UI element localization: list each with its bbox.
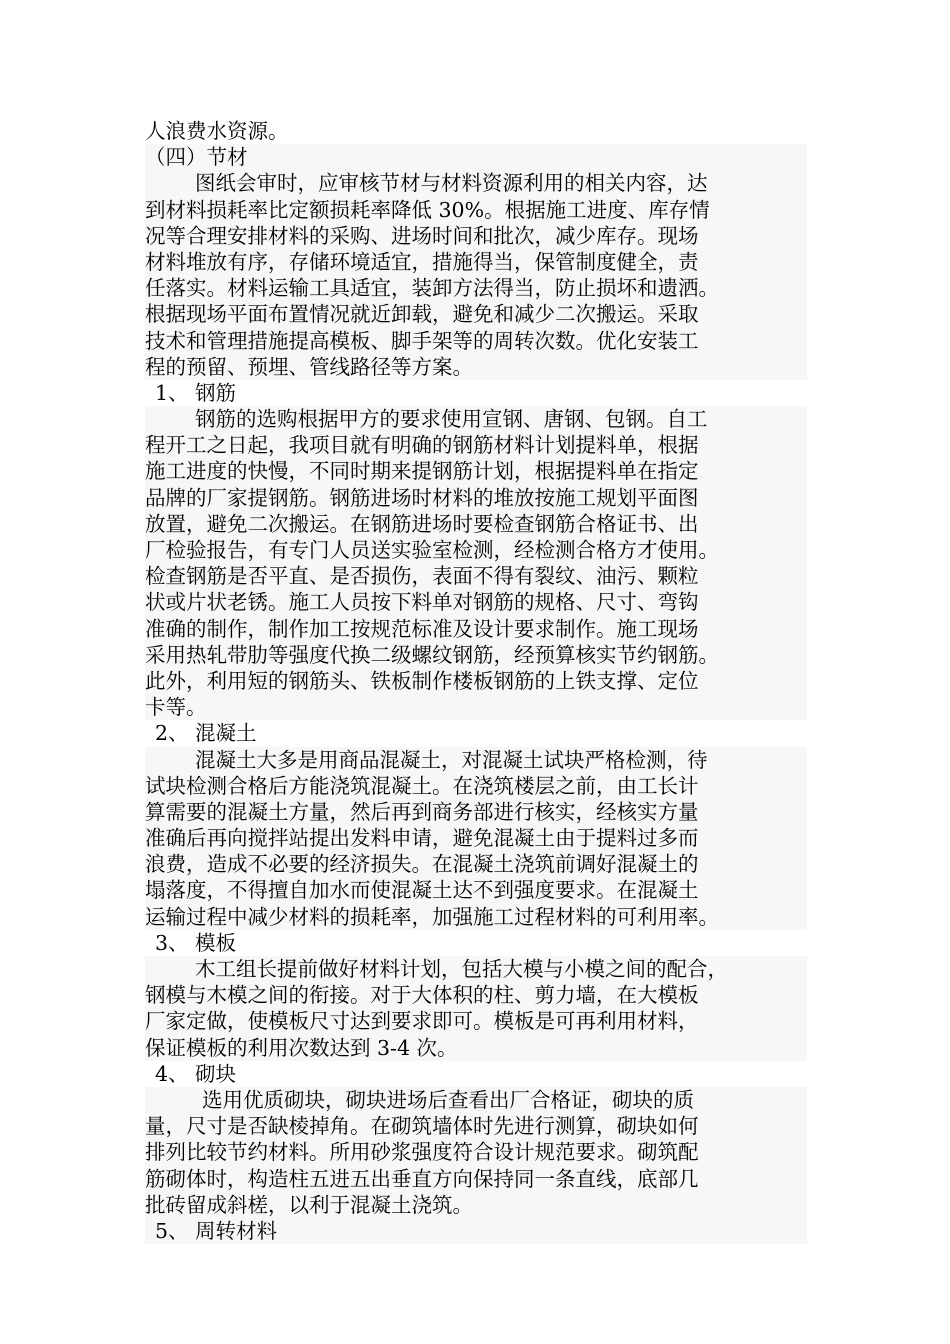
document-body xyxy=(145,118,807,1244)
text-line: 批砖留成斜槎，以利于混凝土浇筑。 xyxy=(145,1192,807,1218)
text-line: 到材料损耗率比定额损耗率降低 30%。根据施工进度、库存情 xyxy=(145,197,807,223)
text-line: 技术和管理措施提高模板、脚手架等的周转次数。优化安装工 xyxy=(145,328,807,354)
text-line: 浪费，造成不必要的经济损失。在混凝土浇筑前调好混凝土的 xyxy=(145,851,807,877)
text-line: 准确后再向搅拌站提出发料申请，避免混凝土由于提料过多而 xyxy=(145,825,807,851)
text-line: 卡等。 xyxy=(145,694,807,720)
text-line: 厂检验报告，有专门人员送实验室检测，经检测合格方才使用。 xyxy=(145,537,807,563)
text-line: 根据现场平面布置情况就近卸载，避免和减少二次搬运。采取 xyxy=(145,301,807,327)
text-line: 状或片状老锈。施工人员按下料单对钢筋的规格、尺寸、弯钩 xyxy=(145,589,807,615)
text-line: 程开工之日起，我项目就有明确的钢筋材料计划提料单，根据 xyxy=(145,432,807,458)
text-line: 保证模板的利用次数达到 3-4 次。 xyxy=(145,1035,807,1061)
text-line: 算需要的混凝土方量，然后再到商务部进行核实，经核实方量 xyxy=(145,799,807,825)
section-heading: 1、 钢筋 xyxy=(155,380,237,405)
text-line: 排列比较节约材料。所用砂浆强度符合设计规范要求。砌筑配 xyxy=(145,1139,807,1165)
text-line: 人浪费水资源。 xyxy=(145,119,289,143)
text-line: 运输过程中减少材料的损耗率，加强施工过程材料的可利用率。 xyxy=(145,904,807,930)
text-line: 钢模与木模之间的衔接。对于大体积的柱、剪力墙，在大模板 xyxy=(145,982,807,1008)
text-line: 施工进度的快慢，不同时期来提钢筋计划，根据提料单在指定 xyxy=(145,458,807,484)
paragraph-first-line: 木工组长提前做好材料计划，包括大模与小模之间的配合， xyxy=(145,956,807,982)
text-line: 试块检测合格后方能浇筑混凝土。在浇筑楼层之前，由工长计 xyxy=(145,773,807,799)
paragraph-first-line: 钢筋的选购根据甲方的要求使用宣钢、唐钢、包钢。自工 xyxy=(145,406,807,432)
section-heading: 2、 混凝土 xyxy=(155,721,257,746)
text-line: 采用热轧带肋等强度代换二级螺纹钢筋，经预算核实节约钢筋。 xyxy=(145,642,807,668)
section-heading: 5、 周转材料 xyxy=(145,1218,807,1244)
section-heading: 3、 模板 xyxy=(155,930,237,955)
text-line: 准确的制作，制作加工按规范标准及设计要求制作。施工现场 xyxy=(145,616,807,642)
text-line: 厂家定做，使模板尺寸达到要求即可。模板是可再利用材料， xyxy=(145,1008,807,1034)
text-line: 此外，利用短的钢筋头、铁板制作楼板钢筋的上铁支撑、定位 xyxy=(145,668,807,694)
section-title: （四）节材 xyxy=(145,144,807,170)
text-line: 塌落度，不得擅自加水而使混凝土达不到强度要求。在混凝土 xyxy=(145,877,807,903)
section-heading: 4、 砌块 xyxy=(155,1061,237,1086)
text-line: 程的预留、预埋、管线路径等方案。 xyxy=(145,354,807,380)
text-line: 任落实。材料运输工具适宜，装卸方法得当，防止损坏和遗洒。 xyxy=(145,275,807,301)
text-line: 量，尺寸是否缺棱掉角。在砌筑墙体时先进行测算，砌块如何 xyxy=(145,1113,807,1139)
paragraph-first-line: 选用优质砌块，砌块进场后查看出厂合格证，砌块的质 xyxy=(145,1087,807,1113)
text-line: 放置，避免二次搬运。在钢筋进场时要检查钢筋合格证书、出 xyxy=(145,511,807,537)
text-line: 材料堆放有序，存储环境适宜，措施得当，保管制度健全，责 xyxy=(145,249,807,275)
paragraph-first-line: 混凝土大多是用商品混凝土，对混凝土试块严格检测，待 xyxy=(145,747,807,773)
text-line: 检查钢筋是否平直、是否损伤，表面不得有裂纹、油污、颗粒 xyxy=(145,563,807,589)
text-line: 况等合理安排材料的采购、进场时间和批次，减少库存。现场 xyxy=(145,223,807,249)
text-line: 筋砌体时，构造柱五进五出垂直方向保持同一条直线，底部几 xyxy=(145,1166,807,1192)
paragraph-first-line: 图纸会审时，应审核节材与材料资源利用的相关内容，达 xyxy=(145,170,807,196)
text-line: 品牌的厂家提钢筋。钢筋进场时材料的堆放按施工规划平面图 xyxy=(145,485,807,511)
